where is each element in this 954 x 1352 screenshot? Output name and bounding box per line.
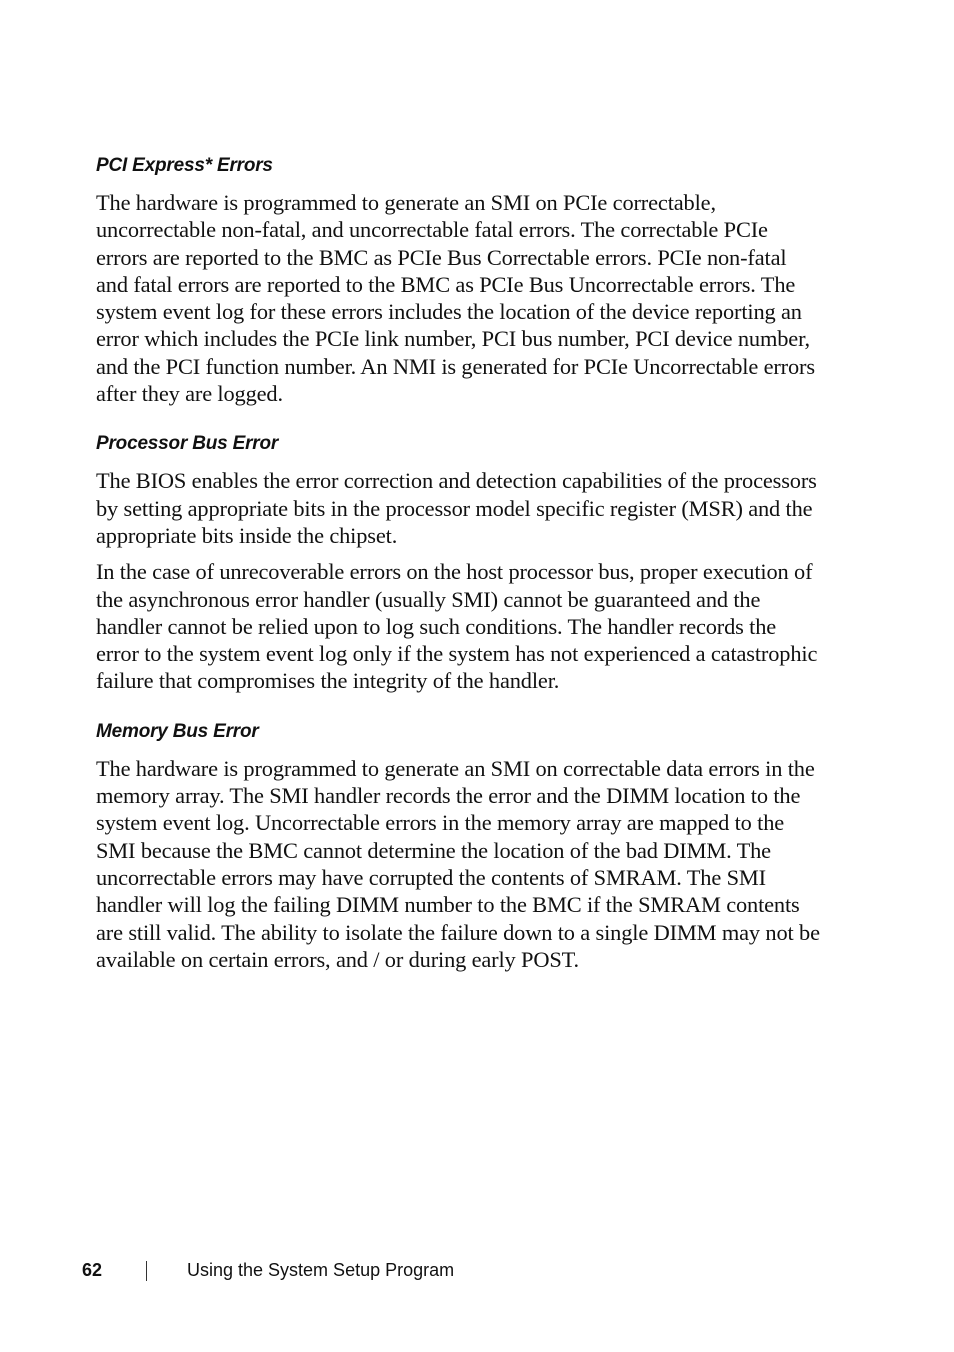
paragraph: The hardware is programmed to generate an SMI on PCIe correctable, uncorrectable non-fatal, and uncorrectable fatal errors. The correctable PCIe errors are reported to the BMC as PCIe Bus Correctable errors. PCIe non-fatal and fatal errors are reported to the BMC as PCIe Bus Uncorrectable errors. The system event log for these errors includes the location of the device reporting an error which includes the PCIe link number, PCI bus number, PCI device number, and the PCI function number. An NMI is generated for PCIe Uncorrectable errors after they are logged. (96, 190, 815, 407)
section-heading: Processor Bus Error (96, 433, 279, 455)
document-body (96, 152, 822, 982)
section-processor-bus-error (96, 430, 822, 694)
running-title: Using the System Setup Program (187, 1260, 455, 1280)
paragraph: In the case of unrecoverable errors on the host processor bus, proper execution of the asynchronous error handler (usually SMI) cannot be guaranteed and the handler cannot be relied upon to log such conditions. The handler records the error to the system event log only if the system has not experienced a catastrophic failure that compromises the integrity of the handler. (96, 559, 818, 694)
footer-separator (146, 1261, 147, 1281)
paragraph: The BIOS enables the error correction and detection capabilities of the processors by setting appropriate bits in the processor model specific register (MSR) and the appropriate bits inside the chipset. (96, 468, 817, 548)
page-number: 62 (82, 1260, 103, 1280)
page-footer (82, 1256, 782, 1284)
section-memory-bus-error (96, 718, 822, 973)
section-heading: PCI Express* Errors (96, 155, 273, 176)
paragraph: The hardware is programmed to generate an SMI on correctable data errors in the memory array. The SMI handler records the error and the DIMM location to the system event log. Uncorrectable errors in the memory array are mapped to the SMI because the BMC cannot determine the location of the bad DIMM. The uncorrectable errors may have corrupted the contents of SMRAM. The SMI handler will log the failing DIMM number to the BMC if the SMRAM contents are still valid. The ability to isolate the failure down to a single DIMM may not be available on certain errors, and / or during early POST. (96, 755, 820, 972)
section-heading: Memory Bus Error (96, 720, 259, 742)
section-pci-express-errors (96, 152, 822, 407)
